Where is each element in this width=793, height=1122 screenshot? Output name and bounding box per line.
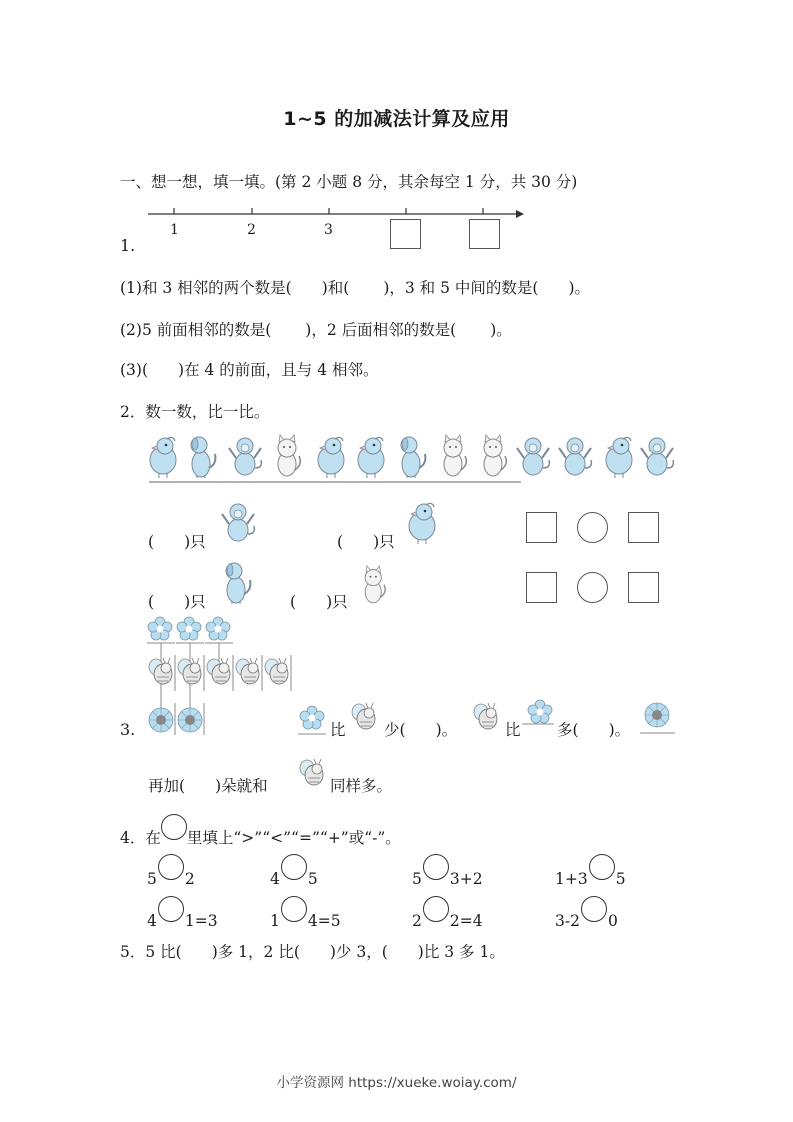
count-dog bbox=[148, 590, 206, 612]
q3-duo bbox=[557, 718, 630, 740]
q3-bi: 比 bbox=[330, 721, 346, 739]
animal-row bbox=[145, 432, 705, 484]
big-flower-icon bbox=[640, 700, 676, 736]
expr bbox=[270, 862, 318, 888]
paren: ( bbox=[148, 533, 155, 551]
answer-circle[interactable] bbox=[281, 896, 307, 922]
expr-right: 5 bbox=[615, 870, 626, 888]
expr-left: 4 bbox=[270, 870, 280, 888]
paren: ( bbox=[290, 593, 297, 611]
answer-box-5[interactable] bbox=[469, 219, 500, 249]
question-number-3: 3. bbox=[120, 720, 136, 739]
question-number-1: 1. bbox=[120, 236, 136, 255]
compare-box[interactable] bbox=[628, 572, 659, 603]
unit-label: )只 bbox=[373, 533, 395, 551]
dog-icon bbox=[218, 560, 258, 606]
q2-heading: 2．数一数，比一比。 bbox=[120, 403, 270, 421]
q1-sub1-text: )和( bbox=[321, 279, 350, 297]
paren: ( bbox=[148, 593, 155, 611]
unit-label: )只 bbox=[184, 533, 206, 551]
expr-left: 5 bbox=[147, 870, 157, 888]
q1-sub2-text: )，2 后面相邻的数是( bbox=[305, 321, 457, 339]
answer-box-4[interactable] bbox=[390, 219, 421, 249]
expr-left: 4 bbox=[147, 912, 157, 930]
flower-bee-picture bbox=[145, 615, 305, 740]
cat-icon bbox=[357, 565, 393, 607]
expr bbox=[147, 904, 218, 930]
footer-watermark: 小学资源网 https://xueke.woiay.com/ bbox=[276, 1075, 517, 1091]
expr-right: 4=5 bbox=[307, 912, 341, 930]
tick-label-1: 1 bbox=[170, 222, 179, 238]
expr-left: 2 bbox=[412, 912, 422, 930]
q4-text: 4．在 bbox=[120, 829, 161, 847]
q3-shao bbox=[384, 718, 457, 740]
circle-symbol-icon bbox=[161, 814, 187, 840]
expr-left: 3-2 bbox=[555, 912, 580, 930]
chick-icon bbox=[402, 500, 442, 546]
expr-right: 2 bbox=[184, 870, 195, 888]
unit-label: )只 bbox=[326, 593, 348, 611]
q3-line2 bbox=[148, 774, 268, 796]
answer-circle[interactable] bbox=[581, 896, 607, 922]
expr-left: 5 bbox=[412, 870, 422, 888]
section-heading: 一、想一想，填一填。(第 2 小题 8 分，其余每空 1 分，共 30 分) bbox=[120, 173, 578, 191]
q3-text: 少( bbox=[384, 721, 406, 739]
q5-text: )少 3，( bbox=[329, 943, 388, 961]
page-title: 1~5 的加减法计算及应用 bbox=[283, 108, 510, 130]
q1-sub3-text: )在 4 的前面，且与 4 相邻。 bbox=[178, 361, 379, 379]
count-chick bbox=[337, 530, 395, 552]
expr bbox=[555, 862, 626, 888]
q5-text: )比 3 多 1。 bbox=[417, 943, 505, 961]
q3-tongyang: 同样多。 bbox=[330, 777, 393, 795]
answer-circle[interactable] bbox=[423, 854, 449, 880]
q1-sub2-text: )。 bbox=[490, 321, 512, 339]
expr-right: 3+2 bbox=[449, 870, 483, 888]
expr-right: 5 bbox=[307, 870, 318, 888]
expr-right: 2=4 bbox=[449, 912, 483, 930]
flower-icon bbox=[298, 704, 328, 736]
q1-sub3-text: (3)( bbox=[120, 361, 149, 379]
count-cat bbox=[290, 590, 348, 612]
q1-sub2-text: (2)5 前面相邻的数是( bbox=[120, 321, 272, 339]
expr bbox=[555, 904, 618, 930]
monkey-icon bbox=[218, 498, 258, 544]
q3-text: )。 bbox=[608, 721, 631, 739]
compare-circle[interactable] bbox=[577, 572, 608, 603]
q1-sub2 bbox=[120, 318, 512, 340]
answer-circle[interactable] bbox=[589, 854, 615, 880]
q3-text: )。 bbox=[435, 721, 458, 739]
q1-sub1-text: )。 bbox=[568, 279, 591, 297]
expr-right: 0 bbox=[607, 912, 618, 930]
flower-icon bbox=[522, 698, 556, 734]
q4-text: 里填上“>”“<”“=”“+”或“-”。 bbox=[186, 829, 401, 847]
q4-heading bbox=[120, 822, 401, 848]
tick-label-2: 2 bbox=[247, 222, 256, 238]
q5 bbox=[120, 940, 505, 962]
expr bbox=[270, 904, 341, 930]
paren: ( bbox=[337, 533, 344, 551]
compare-box[interactable] bbox=[628, 512, 659, 543]
expr-left: 1+3 bbox=[555, 870, 588, 888]
compare-box[interactable] bbox=[526, 572, 557, 603]
count-monkey bbox=[148, 530, 206, 552]
answer-circle[interactable] bbox=[158, 896, 184, 922]
expr bbox=[147, 862, 195, 888]
bee-icon bbox=[348, 698, 380, 734]
expr-left: 1 bbox=[270, 912, 280, 930]
expr bbox=[412, 862, 483, 888]
q3-bi2: 比 bbox=[505, 721, 521, 739]
tick-label-3: 3 bbox=[324, 222, 333, 238]
compare-circle[interactable] bbox=[577, 512, 608, 543]
q1-sub3 bbox=[120, 358, 379, 380]
q1-sub1-text: (1)和 3 相邻的两个数是( bbox=[120, 279, 292, 297]
q1-sub1 bbox=[120, 276, 590, 298]
q3-text: )朵就和 bbox=[215, 777, 268, 795]
answer-circle[interactable] bbox=[158, 854, 184, 880]
expr bbox=[412, 904, 483, 930]
unit-label: )只 bbox=[184, 593, 206, 611]
bee-icon bbox=[296, 752, 328, 790]
q3-text: 多( bbox=[557, 721, 579, 739]
q5-text: 5．5 比( bbox=[120, 943, 182, 961]
compare-box[interactable] bbox=[526, 512, 557, 543]
answer-circle[interactable] bbox=[281, 854, 307, 880]
answer-circle[interactable] bbox=[423, 896, 449, 922]
expr-right: 1=3 bbox=[184, 912, 218, 930]
q3-text: 再加( bbox=[148, 777, 186, 795]
bee-icon bbox=[470, 698, 502, 734]
q5-text: )多 1，2 比( bbox=[211, 943, 300, 961]
q1-sub1-text: )，3 和 5 中间的数是( bbox=[383, 279, 539, 297]
